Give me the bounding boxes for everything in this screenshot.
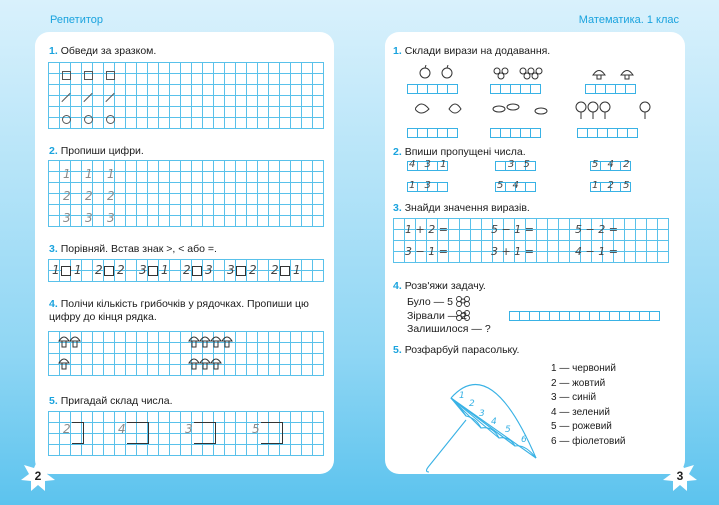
number-sequence: 3 5 [508,159,533,170]
compare-number: 1 [74,263,82,277]
compare-number: 2 [117,263,125,277]
r-task-5-title: 5. Розфарбуй парасольку. [393,344,520,356]
r-task-3-title: 3. Знайди значення виразів. [393,202,530,214]
number-sequence: 4 3 1 [409,159,450,170]
expression: 3 − 1 = [405,245,448,258]
digit-sample: 2 [85,189,93,203]
answer-boxes[interactable] [490,84,540,94]
compare-number: 3 [205,263,213,277]
answer-boxes[interactable] [577,128,637,138]
square-sample [84,71,93,80]
answer-boxes[interactable] [407,128,457,138]
r-task-2-title: 2. Впиши пропущені числа. [393,146,526,158]
header-right: Математика. 1 клас [578,14,679,26]
compare-sign-box[interactable] [236,266,246,276]
composition-box[interactable] [127,422,149,444]
number-sequence: 1 2 5 [592,180,633,191]
digit-sample: 1 [85,167,93,181]
compare-number: 2 [95,263,103,277]
svg-text:2: 2 [469,399,475,409]
expression: 5 − 2 = [575,223,618,236]
compare-number: 3 [139,263,147,277]
svg-text:6: 6 [521,435,527,445]
left-page [35,32,334,474]
digit-sample: 2 [63,189,71,203]
compare-number: 2 [271,263,279,277]
compare-number: 1 [161,263,169,277]
r-task-4-title: 4. Розв'яжи задачу. [393,280,486,292]
expression: 5 − 1 = [491,223,534,236]
compare-number: 1 [52,263,60,277]
svg-text:3: 3 [479,409,485,419]
digit-sample: 3 [107,211,115,225]
svg-text:5: 5 [505,425,511,435]
mushrooms-icon [58,333,82,375]
page-number-left: 2 [20,458,56,494]
number-sequence: 1 3 [409,180,434,191]
circle-sample [84,115,93,124]
composition-box[interactable] [72,422,84,444]
compare-sign-box[interactable] [280,266,290,276]
number-composition: 2 [63,422,71,436]
digit-sample: 2 [107,189,115,203]
r-task-1-title: 1. Склади вирази на додавання. [393,45,551,57]
right-page [385,32,685,474]
number-composition: 3 [185,422,193,436]
expression: 1 + 2 = [405,223,448,236]
task-1-title: 1. Обведи за зразком. [49,45,157,57]
digit-sample: 1 [63,167,71,181]
answer-boxes[interactable] [490,128,540,138]
circle-sample [106,115,115,124]
compare-number: 2 [183,263,191,277]
square-sample [106,71,115,80]
task-3-title: 3. Порівняй. Встав знак >, < або =. [49,243,217,255]
compare-number: 3 [227,263,235,277]
fruits-flowers-icons [415,65,675,127]
expression: 4 − 1 = [575,245,618,258]
square-sample [62,71,71,80]
number-composition: 4 [118,422,126,436]
composition-box[interactable] [261,422,283,444]
digit-sample: 1 [107,167,115,181]
flower-icon [455,295,471,325]
answer-input[interactable] [509,311,659,321]
circle-sample [62,115,71,124]
task-4-grid[interactable] [48,331,324,376]
composition-box[interactable] [194,422,216,444]
number-composition: 5 [252,422,260,436]
expression: 3 + 1 = [491,245,534,258]
compare-sign-box[interactable] [192,266,202,276]
digit-sample: 3 [85,211,93,225]
umbrella-icon [421,358,551,473]
number-sequence: 5 4 [497,180,522,191]
compare-sign-box[interactable] [61,266,71,276]
header-left: Репетитор [50,14,104,26]
task-2-title: 2. Пропиши цифри. [49,145,144,157]
compare-number: 2 [249,263,257,277]
problem-text: Було — 5 Зірвали — 2 Залишилося — ? [407,296,491,335]
compare-sign-box[interactable] [104,266,114,276]
answer-boxes[interactable] [585,84,635,94]
svg-text:4: 4 [491,417,497,427]
compare-number: 1 [293,263,301,277]
color-legend: 1 — червоний 2 — жовтий 3 — синій 4 — зелений 5 — рожевий 6 — фіолетовий [551,363,626,447]
mushrooms-icon [188,333,236,375]
svg-text:1: 1 [459,391,465,401]
answer-boxes[interactable] [407,84,457,94]
task-5-title: 5. Пригадай склад числа. [49,395,173,407]
digit-sample: 3 [63,211,71,225]
page-number-right: 3 [662,458,698,494]
task-4-title: 4. Полічи кількість грибочків у рядочках. Пропиши цю цифру до кінця рядка. [49,298,309,323]
compare-sign-box[interactable] [148,266,158,276]
number-sequence: 5 4 2 [592,159,633,170]
